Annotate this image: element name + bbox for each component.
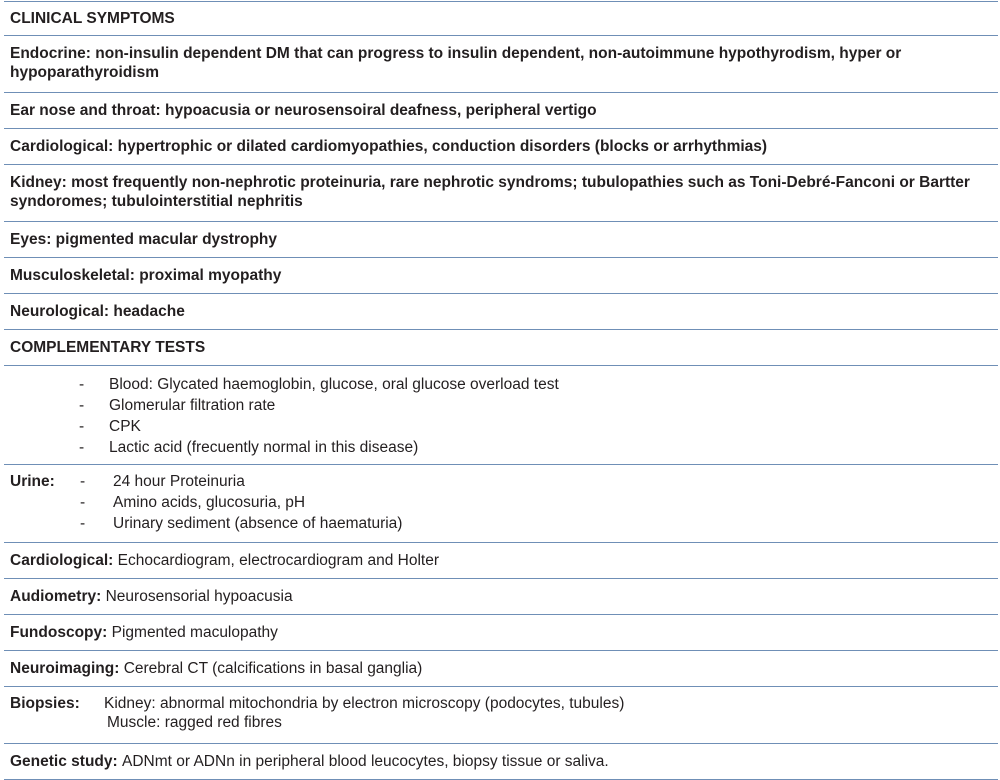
symptom-kidney: Kidney: most frequently non-nephrotic proteinuria, rare nephrotic syndroms; tubulopathies such as Toni-Debré-Fanconi or Bartter syndoromes; tubulointerstitial nephritis — [10, 174, 970, 210]
audiometry-label: Audiometry: — [10, 588, 102, 605]
urine-tests-cell — [4, 465, 998, 542]
genetic-study-label: Genetic study: — [10, 753, 118, 770]
symptom-neurological: Neurological: headache — [10, 303, 185, 320]
list-item: - Lactic acid (frecuently normal in this disease) — [79, 439, 419, 456]
symptom-cardiological: Cardiological: hypertrophic or dilated cardiomyopathies, conduction disorders (blocks or arrhythmias) — [10, 138, 768, 155]
symptoms-tests-table — [4, 1, 998, 780]
neuroimaging-label: Neuroimaging: — [10, 660, 120, 677]
audiometry-test — [4, 579, 998, 614]
urine-label: Urine: — [10, 473, 55, 490]
genetic-study-text: ADNmt or ADNn in peripheral blood leucocytes, biopsy tissue or saliva. — [121, 753, 609, 770]
list-item: - CPK — [79, 418, 141, 435]
urine-tests-list — [80, 471, 402, 542]
cardiological-test — [4, 543, 998, 578]
cardiological-label: Cardiological: — [10, 552, 114, 569]
biopsy-muscle: Muscle: ragged red fibres — [107, 714, 282, 731]
biopsy-kidney: Kidney: abnormal mitochondria by electron microscopy (podocytes, tubules) — [104, 695, 625, 712]
neuroimaging-text: Cerebral CT (calcifications in basal ganglia) — [123, 660, 423, 677]
cardiological-text: Echocardiogram, electrocardiogram and Holter — [117, 552, 440, 569]
fundoscopy-text: Pigmented maculopathy — [111, 624, 278, 641]
fundoscopy-test — [4, 615, 998, 650]
biopsies-test — [4, 687, 998, 743]
list-item: - Amino acids, glucosuria, pH — [80, 494, 306, 511]
neuroimaging-test — [4, 651, 998, 686]
symptom-eyes: Eyes: pigmented macular dystrophy — [10, 231, 278, 248]
symptom-endocrine: Endocrine: non-insulin dependent DM that can progress to insulin dependent, non-autoimmune hypothyrodism, hyper or hypoparathyroidism — [10, 45, 902, 81]
symptom-ent: Ear nose and throat: hypoacusia or neurosensoiral deafness, peripheral vertigo — [10, 102, 597, 119]
symptom-musculoskeletal: Musculoskeletal: proximal myopathy — [10, 267, 282, 284]
complementary-tests-header: COMPLEMENTARY TESTS — [10, 339, 206, 356]
biopsies-lines — [104, 694, 624, 743]
list-item: - Blood: Glycated haemoglobin, glucose, oral glucose overload test — [79, 376, 559, 393]
biopsies-label: Biopsies: — [10, 695, 80, 712]
audiometry-text: Neurosensorial hypoacusia — [105, 588, 293, 605]
genetic-study-test — [4, 744, 998, 779]
clinical-symptoms-header: CLINICAL SYMPTOMS — [10, 10, 175, 27]
list-item: - Glomerular filtration rate — [79, 397, 276, 414]
list-item: - 24 hour Proteinuria — [80, 473, 245, 490]
blood-tests-cell — [4, 366, 998, 464]
blood-tests-list — [79, 374, 992, 458]
list-item: - Urinary sediment (absence of haematuria) — [80, 515, 403, 532]
fundoscopy-label: Fundoscopy: — [10, 624, 108, 641]
